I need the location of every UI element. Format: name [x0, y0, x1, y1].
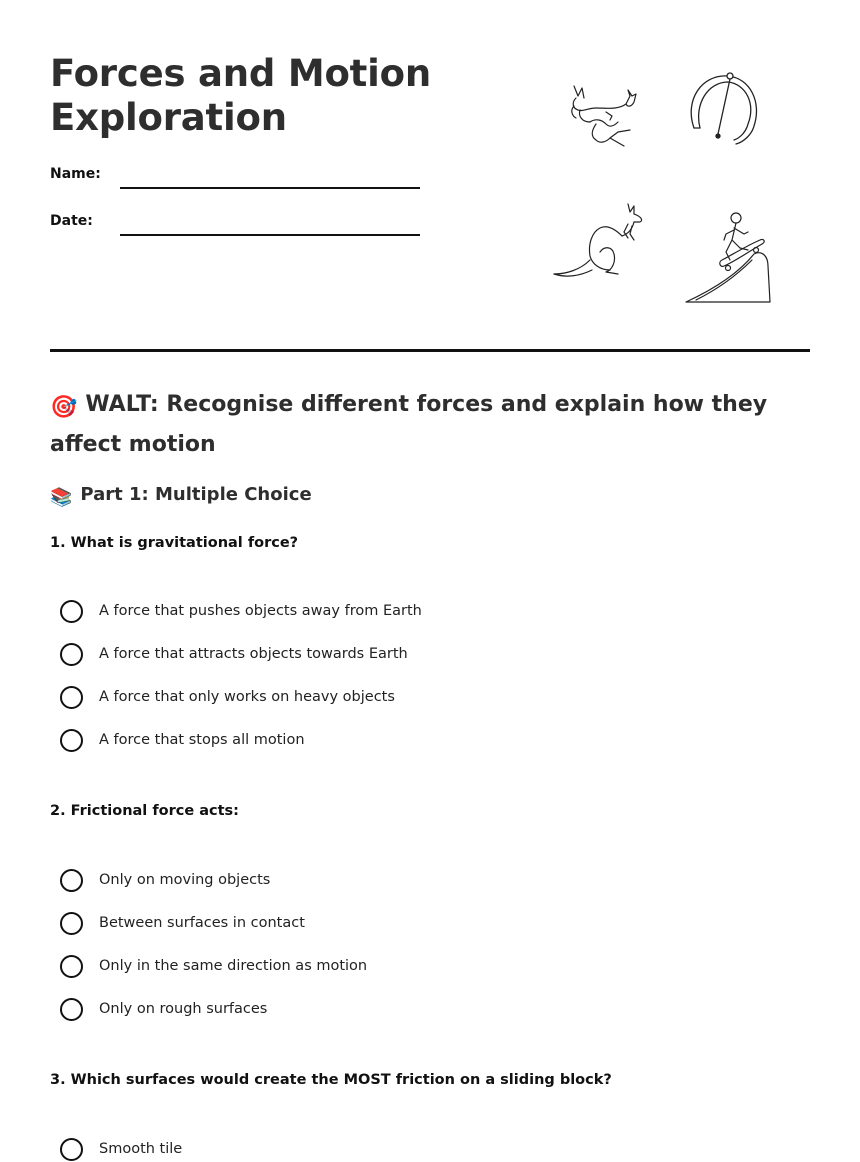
option-label: Only on rough surfaces	[99, 1001, 268, 1017]
radio-button[interactable]	[60, 686, 83, 709]
walt-text: WALT: Recognise different forces and explain how they affect motion	[50, 392, 768, 457]
name-label: Name:	[50, 166, 101, 182]
q1-option-4[interactable]	[60, 727, 305, 753]
kangaroo-sitting-illustration	[550, 200, 646, 280]
question-1: 1. What is gravitational force?	[50, 535, 299, 551]
books-icon: 📚	[50, 487, 73, 508]
radio-button[interactable]	[60, 1138, 83, 1161]
q2-option-2[interactable]	[60, 910, 305, 936]
radio-button[interactable]	[60, 869, 83, 892]
title-line-1: Forces and Motion	[50, 52, 432, 95]
option-label: Between surfaces in contact	[99, 915, 305, 931]
radio-button[interactable]	[60, 912, 83, 935]
name-field[interactable]	[120, 187, 420, 189]
radio-button[interactable]	[60, 643, 83, 666]
part-1-heading	[50, 482, 312, 511]
option-label: A force that only works on heavy objects	[99, 689, 395, 705]
q1-option-3[interactable]	[60, 684, 395, 710]
q1-option-2[interactable]	[60, 641, 408, 667]
date-field[interactable]	[120, 234, 420, 236]
option-label: A force that pushes objects away from Earth	[99, 603, 422, 619]
q2-option-1[interactable]	[60, 867, 270, 893]
radio-button[interactable]	[60, 600, 83, 623]
q3-option-1[interactable]	[60, 1136, 182, 1162]
option-label: Only on moving objects	[99, 872, 271, 888]
q2-option-4[interactable]	[60, 996, 267, 1022]
radio-button[interactable]	[60, 729, 83, 752]
section-divider	[50, 349, 810, 352]
question-3: 3. Which surfaces would create the MOST friction on a sliding block?	[50, 1072, 612, 1088]
q1-option-1[interactable]	[60, 598, 422, 624]
option-label: Smooth tile	[99, 1141, 183, 1157]
radio-button[interactable]	[60, 955, 83, 978]
skateboarder-on-ramp-illustration	[682, 210, 774, 306]
walt-heading	[50, 386, 810, 463]
page-title	[50, 52, 431, 140]
option-label: Only in the same direction as motion	[99, 958, 368, 974]
radio-button[interactable]	[60, 998, 83, 1021]
title-line-2: Exploration	[50, 96, 287, 139]
q2-option-3[interactable]	[60, 953, 367, 979]
pendulum-illustration	[684, 70, 762, 150]
option-label: A force that stops all motion	[99, 732, 305, 748]
kangaroo-jumping-illustration	[566, 82, 644, 152]
date-label: Date:	[50, 213, 93, 229]
part-1-title: Part 1: Multiple Choice	[80, 484, 312, 505]
option-label: A force that attracts objects towards Earth	[99, 646, 408, 662]
target-icon: 🎯	[50, 395, 78, 420]
question-2: 2. Frictional force acts:	[50, 803, 239, 819]
